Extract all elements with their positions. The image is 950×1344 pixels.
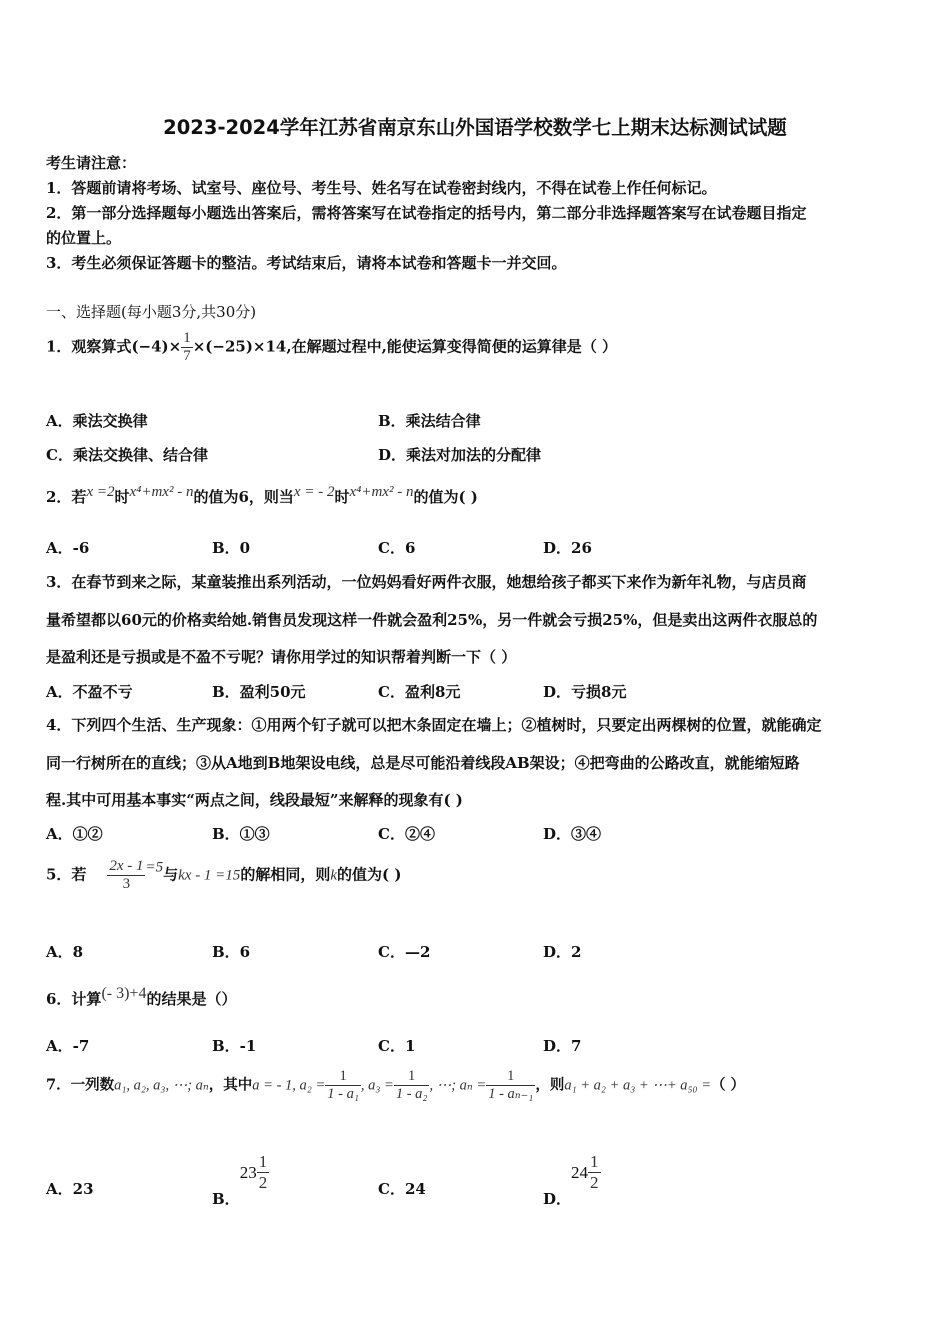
question-4-line-3: 程.其中可用基本事实“两点之间，线段最短”来解释的现象有( ) xyxy=(46,791,463,809)
q4-option-c[interactable]: C．②④ xyxy=(378,825,435,843)
q4-option-b[interactable]: B．①③ xyxy=(212,825,270,843)
q6-option-b[interactable]: B．-1 xyxy=(212,1037,257,1055)
q1-option-c[interactable]: C．乘法交换律、结合律 xyxy=(46,446,208,464)
q7-fraction-2: $\frac{1}{\text{1 - a₂}}$ xyxy=(395,1068,428,1102)
q7-option-c[interactable]: C．24 xyxy=(378,1180,426,1198)
q4-option-d[interactable]: D．③④ xyxy=(543,825,602,843)
q7-option-d[interactable]: D．24 $\frac{1}{2}$ xyxy=(543,1152,599,1208)
q3-option-a[interactable]: A．不盈不亏 xyxy=(46,683,133,701)
q3-option-c[interactable]: C．盈利8元 xyxy=(378,683,461,701)
notice-heading: 考生请注意： xyxy=(46,154,137,172)
notice-item-2: 2．第一部分选择题每小题选出答案后，需将答案写在试卷指定的括号内，第二部分非选择题答案写在试卷题目指定 xyxy=(46,204,807,222)
q1-option-a[interactable]: A．乘法交换律 xyxy=(46,412,148,430)
section-heading: 一、选择题(每小题3分,共30分) xyxy=(46,303,257,321)
q1-text-pre: 1．观察算式(−4)× xyxy=(46,337,182,356)
q1-fraction: $\frac{1}{7}$ xyxy=(183,330,191,364)
q6-option-c[interactable]: C．1 xyxy=(378,1037,416,1055)
q1-option-d[interactable]: D．乘法对加法的分配律 xyxy=(378,446,542,464)
q1-text-post: ×(−25)×14,在解题过程中,能使运算变得简便的运算律是（ ） xyxy=(192,337,618,356)
q2-option-d[interactable]: D．26 xyxy=(543,539,592,557)
q5-option-b[interactable]: B．6 xyxy=(212,943,251,961)
q2-option-a[interactable]: A．-6 xyxy=(46,539,90,557)
notice-item-3: 3．考生必须保证答题卡的整洁。考试结束后，请将本试卷和答题卡一并交回。 xyxy=(46,254,567,272)
question-6: 6．计算(- 3)+4的结果是（） xyxy=(46,985,237,1008)
question-3-line-2: 量希望都以60元的价格卖给她.销售员发现这样一件就会盈利25%，另一件就会亏损25%，但是卖出这两件衣服总的 xyxy=(46,611,818,629)
question-1 xyxy=(46,330,617,365)
q5-option-c[interactable]: C．—2 xyxy=(378,943,431,961)
page-title: 2023-2024学年江苏省南京东山外国语学校数学七上期末达标测试试题 xyxy=(163,116,787,139)
q7-option-b[interactable]: B．23 $\frac{1}{2}$ xyxy=(212,1152,268,1208)
question-4-line-2: 同一行树所在的直线；③从A地到B地架设电线，总是尽可能沿着线段AB架设；④把弯曲的公路改直，就能缩短路 xyxy=(46,754,800,772)
q5-option-a[interactable]: A．8 xyxy=(46,943,84,961)
q4-option-a[interactable]: A．①② xyxy=(46,825,103,843)
q3-option-b[interactable]: B．盈利50元 xyxy=(212,683,306,701)
q3-option-d[interactable]: D．亏损8元 xyxy=(543,683,627,701)
question-4-line-1: 4．下列四个生活、生产现象：①用两个钉子就可以把木条固定在墙上；②植树时，只要定出两棵树的位置，就能确定 xyxy=(46,716,822,734)
q2-option-c[interactable]: C．6 xyxy=(378,539,416,557)
q7-fraction-3: $\frac{1}{\text{1 - aₙ₋₁}}$ xyxy=(488,1068,534,1102)
question-3-line-1: 3．在春节到来之际，某童装推出系列活动，一位妈妈看好两件衣服，她想给孩子都买下来作为新年礼物，与店员商 xyxy=(46,573,807,591)
q6-option-d[interactable]: D．7 xyxy=(543,1037,582,1055)
q2-option-b[interactable]: B．0 xyxy=(212,539,251,557)
q7-option-a[interactable]: A．23 xyxy=(46,1180,94,1198)
question-2: 2．若x =2时x⁴+mx² - n的值为6，则当x = - 2时x⁴+mx² - n的值为( ) xyxy=(46,484,478,506)
question-3-line-3: 是盈利还是亏损或是不盈不亏呢？请你用学过的知识帮着判断一下（ ） xyxy=(46,648,517,666)
q6-option-a[interactable]: A．-7 xyxy=(46,1037,90,1055)
question-5: 5．若 $\frac{2x - 1}{3}$ =5与kx - 1 =15的解相同，则k的值为( ) xyxy=(46,858,402,892)
q1-option-b[interactable]: B．乘法结合律 xyxy=(378,412,481,430)
q5-option-d[interactable]: D．2 xyxy=(543,943,582,961)
notice-item-1: 1．答题前请将考场、试室号、座位号、考生号、姓名写在试卷密封线内，不得在试卷上作任何标记。 xyxy=(46,179,717,197)
notice-item-2-cont: 的位置上。 xyxy=(46,229,122,247)
q7-fraction-1: $\frac{1}{\text{1 - a₁}}$ xyxy=(327,1068,359,1102)
q5-fraction: $\frac{2x - 1}{3}$ xyxy=(109,858,144,892)
question-7: 7．一列数a₁, a₂, a₃, ⋯; aₙ，其中a = - 1, a₂ = $\frac{1}{\text{1 - a₁}}$ , a₃ = $\frac{1}{\text{1 - a₂}}$ , ⋯; aₙ = $\frac{1}{\text{1 - aₙ₋₁}}$ ，则a₁ + a₂ + a₃ + ⋯+ a₅₀ =（ ） xyxy=(46,1068,746,1102)
